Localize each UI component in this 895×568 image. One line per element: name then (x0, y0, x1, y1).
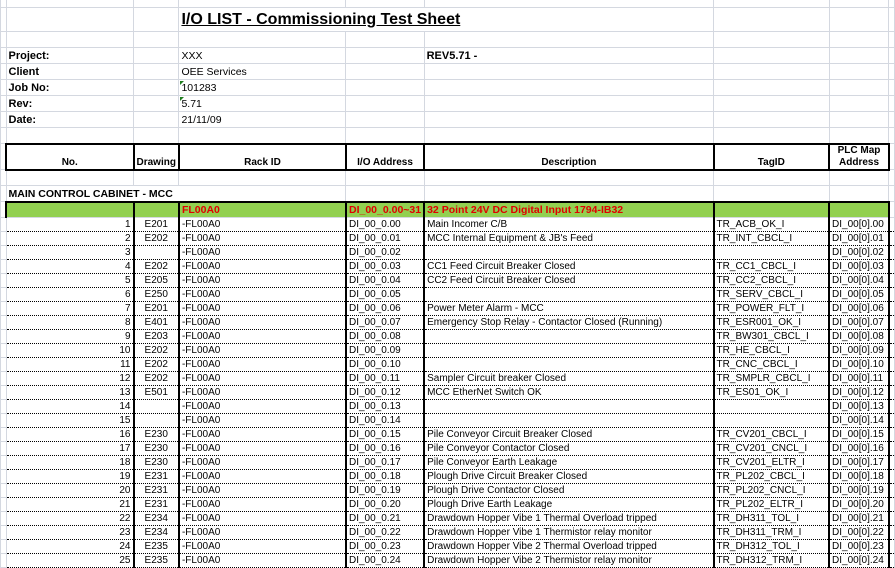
info-row (1, 96, 895, 112)
cell-rack-id[interactable]: -FL00A0 (179, 540, 346, 554)
cell-rack-id[interactable]: -FL00A0 (179, 232, 346, 246)
table-row[interactable] (1, 470, 895, 484)
cell-row-number[interactable]: 19 (6, 470, 134, 484)
cell-io-address[interactable]: DI_00_0.24 (346, 554, 424, 568)
cell-rack-id[interactable]: -FL00A0 (179, 358, 346, 372)
cell-plc-map-address[interactable]: DI_00[0].19 (829, 484, 889, 498)
cell-drawing[interactable]: E231 (134, 484, 179, 498)
cell-tag-id[interactable]: TR_CNC_CBCL_I (714, 358, 830, 372)
cell-io-address[interactable]: DI_00_0.14 (346, 414, 424, 428)
info-value[interactable]: 5.71 (179, 96, 346, 112)
cell-row-number[interactable]: 14 (6, 400, 134, 414)
cell-plc-map-address[interactable]: DI_00[0].18 (829, 470, 889, 484)
cell-row-number[interactable]: 2 (6, 232, 134, 246)
cell-io-address[interactable]: DI_00_0.06 (346, 302, 424, 316)
cell-row-number[interactable]: 18 (6, 456, 134, 470)
cell-row-number[interactable]: 11 (6, 358, 134, 372)
column-header[interactable]: Rack ID (179, 144, 346, 170)
cell-description[interactable]: MCC Internal Equipment & JB's Feed (424, 232, 713, 246)
info-value[interactable]: 21/11/09 (179, 112, 346, 128)
cell-row-number[interactable]: 15 (6, 414, 134, 428)
cell-description[interactable]: Pile Conveyor Contactor Closed (424, 442, 713, 456)
cell-row-number[interactable]: 9 (6, 330, 134, 344)
column-header-row (1, 144, 895, 170)
cell-description[interactable]: Plough Drive Circuit Breaker Closed (424, 470, 713, 484)
cell-drawing[interactable]: E230 (134, 428, 179, 442)
cell-tag-id[interactable]: TR_CC1_CBCL_I (714, 260, 830, 274)
cell-io-address[interactable]: DI_00_0.05 (346, 288, 424, 302)
module-address[interactable]: DI_00_0.00~31 (346, 202, 424, 218)
cell-rack-id[interactable]: -FL00A0 (179, 526, 346, 540)
cell-plc-map-address[interactable]: DI_00[0].04 (829, 274, 889, 288)
cell-plc-map-address[interactable]: DI_00[0].17 (829, 456, 889, 470)
table-row[interactable] (1, 484, 895, 498)
module-rack[interactable]: FL00A0 (179, 202, 346, 218)
info-extra[interactable] (424, 80, 713, 96)
cell-rack-id[interactable]: -FL00A0 (179, 442, 346, 456)
cell-drawing[interactable]: E201 (134, 302, 179, 316)
cell-io-address[interactable]: DI_00_0.12 (346, 386, 424, 400)
cell-plc-map-address[interactable]: DI_00[0].14 (829, 414, 889, 428)
table-row[interactable] (1, 428, 895, 442)
info-value[interactable]: OEE Services (179, 64, 346, 80)
info-label[interactable]: Date: (6, 112, 134, 128)
cell-drawing[interactable]: E202 (134, 358, 179, 372)
cell-row-number[interactable]: 21 (6, 498, 134, 512)
cell-rack-id[interactable]: -FL00A0 (179, 316, 346, 330)
table-row[interactable] (1, 232, 895, 246)
cell-tag-id[interactable]: TR_SMPLR_CBCL_I (714, 372, 830, 386)
table-row[interactable] (1, 456, 895, 470)
table-row[interactable] (1, 372, 895, 386)
cell-drawing[interactable]: E401 (134, 316, 179, 330)
cell-rack-id[interactable]: -FL00A0 (179, 400, 346, 414)
cell-plc-map-address[interactable]: DI_00[0].06 (829, 302, 889, 316)
cell-row-number[interactable]: 17 (6, 442, 134, 456)
table-row[interactable] (1, 512, 895, 526)
cell-drawing[interactable]: E231 (134, 498, 179, 512)
cell-row-number[interactable]: 22 (6, 512, 134, 526)
cell-tag-id[interactable]: TR_POWER_FLT_I (714, 302, 830, 316)
cell-plc-map-address[interactable]: DI_00[0].05 (829, 288, 889, 302)
cell-drawing[interactable]: E202 (134, 232, 179, 246)
cell-tag-id[interactable]: TR_ACB_OK_I (714, 218, 830, 232)
info-row (1, 64, 895, 80)
cell-description[interactable]: Drawdown Hopper Vibe 2 Thermal Overload tripped (424, 540, 713, 554)
cell-plc-map-address[interactable]: DI_00[0].09 (829, 344, 889, 358)
cell-rack-id[interactable]: -FL00A0 (179, 260, 346, 274)
info-extra[interactable] (424, 96, 713, 112)
module-description[interactable]: 32 Point 24V DC Digital Input 1794-IB32 (424, 202, 713, 218)
column-header[interactable]: Description (424, 144, 713, 170)
cell-io-address[interactable]: DI_00_0.23 (346, 540, 424, 554)
cell-description[interactable] (424, 400, 713, 414)
cell-description[interactable]: Plough Drive Earth Leakage (424, 498, 713, 512)
cell-rack-id[interactable]: -FL00A0 (179, 498, 346, 512)
cell-description[interactable]: Drawdown Hopper Vibe 2 Thermistor relay monitor (424, 554, 713, 568)
info-label[interactable]: Job No: (6, 80, 134, 96)
cell-description[interactable]: Emergency Stop Relay - Contactor Closed (Running) (424, 316, 713, 330)
cell-row-number[interactable]: 6 (6, 288, 134, 302)
cell-tag-id[interactable]: TR_DH312_TOL_I (714, 540, 830, 554)
cell-tag-id[interactable] (714, 414, 830, 428)
cell-drawing[interactable]: E203 (134, 330, 179, 344)
cell-rack-id[interactable]: -FL00A0 (179, 512, 346, 526)
sheet-title[interactable]: I/O LIST - Commissioning Test Sheet (179, 8, 714, 32)
cell-rack-id[interactable]: -FL00A0 (179, 288, 346, 302)
cell-description[interactable]: Plough Drive Contactor Closed (424, 484, 713, 498)
table-row[interactable] (1, 260, 895, 274)
cell-drawing[interactable]: E234 (134, 526, 179, 540)
cell-io-address[interactable]: DI_00_0.08 (346, 330, 424, 344)
cell-drawing[interactable]: E230 (134, 442, 179, 456)
cell-description[interactable]: Pile Conveyor Earth Leakage (424, 456, 713, 470)
cell-row-number[interactable]: 1 (6, 218, 134, 232)
cell-tag-id[interactable]: TR_SERV_CBCL_I (714, 288, 830, 302)
cell-tag-id[interactable]: TR_PL202_CNCL_I (714, 484, 830, 498)
info-label[interactable]: Project: (6, 48, 134, 64)
column-header[interactable]: TagID (714, 144, 830, 170)
cell-rack-id[interactable]: -FL00A0 (179, 414, 346, 428)
cell-drawing[interactable]: E235 (134, 554, 179, 568)
cell-rack-id[interactable]: -FL00A0 (179, 386, 346, 400)
cell-drawing[interactable]: E202 (134, 260, 179, 274)
cell-io-address[interactable]: DI_00_0.07 (346, 316, 424, 330)
cell-io-address[interactable]: DI_00_0.10 (346, 358, 424, 372)
cell-description[interactable] (424, 344, 713, 358)
table-row[interactable] (1, 414, 895, 428)
cell-rack-id[interactable]: -FL00A0 (179, 330, 346, 344)
cell-tag-id[interactable]: TR_PL202_CBCL_I (714, 470, 830, 484)
cell-row-number[interactable]: 7 (6, 302, 134, 316)
cell-row-number[interactable]: 3 (6, 246, 134, 260)
cell-row-number[interactable]: 10 (6, 344, 134, 358)
info-label[interactable]: Rev: (6, 96, 134, 112)
cell-drawing[interactable] (134, 414, 179, 428)
cell-io-address[interactable]: DI_00_0.22 (346, 526, 424, 540)
cell-io-address[interactable]: DI_00_0.21 (346, 512, 424, 526)
table-row[interactable] (1, 288, 895, 302)
cell-plc-map-address[interactable]: DI_00[0].00 (829, 218, 889, 232)
cell-plc-map-address[interactable]: DI_00[0].07 (829, 316, 889, 330)
cell-tag-id[interactable]: TR_BW301_CBCL_I (714, 330, 830, 344)
cell-rack-id[interactable]: -FL00A0 (179, 428, 346, 442)
cell-description[interactable]: Drawdown Hopper Vibe 1 Thermistor relay monitor (424, 526, 713, 540)
column-header[interactable]: No. (6, 144, 134, 170)
cell-plc-map-address[interactable]: DI_00[0].11 (829, 372, 889, 386)
module-row (1, 202, 895, 218)
cell-plc-map-address[interactable]: DI_00[0].08 (829, 330, 889, 344)
cell-rack-id[interactable]: -FL00A0 (179, 484, 346, 498)
cell-description[interactable]: CC1 Feed Circuit Breaker Closed (424, 260, 713, 274)
cell-tag-id[interactable]: TR_DH312_TRM_I (714, 554, 830, 568)
cell-rack-id[interactable]: -FL00A0 (179, 456, 346, 470)
cell-drawing[interactable]: E501 (134, 386, 179, 400)
table-row[interactable] (1, 330, 895, 344)
cell-rack-id[interactable]: -FL00A0 (179, 344, 346, 358)
cell-rack-id[interactable]: -FL00A0 (179, 302, 346, 316)
cell-drawing[interactable]: E235 (134, 540, 179, 554)
info-value[interactable]: XXX (179, 48, 346, 64)
cell-io-address[interactable]: DI_00_0.00 (346, 218, 424, 232)
cell-plc-map-address[interactable]: DI_00[0].03 (829, 260, 889, 274)
cell-row-number[interactable]: 20 (6, 484, 134, 498)
cell-tag-id[interactable] (714, 246, 830, 260)
cell-io-address[interactable]: DI_00_0.15 (346, 428, 424, 442)
cell-description[interactable]: CC2 Feed Circuit Breaker Closed (424, 274, 713, 288)
info-row (1, 48, 895, 64)
cell-description[interactable] (424, 414, 713, 428)
cell-description[interactable] (424, 288, 713, 302)
cell-io-address[interactable]: DI_00_0.11 (346, 372, 424, 386)
cell-description[interactable] (424, 358, 713, 372)
info-label[interactable]: Client (6, 64, 134, 80)
cell-tag-id[interactable] (714, 400, 830, 414)
info-value[interactable]: 101283 (179, 80, 346, 96)
cell-drawing[interactable] (134, 400, 179, 414)
cell-row-number[interactable]: 24 (6, 540, 134, 554)
info-extra[interactable]: REV5.71 - (424, 48, 713, 64)
cell-tag-id[interactable]: TR_HE_CBCL_I (714, 344, 830, 358)
cell-description[interactable]: Main Incomer C/B (424, 218, 713, 232)
table-row[interactable] (1, 274, 895, 288)
table-row[interactable] (1, 218, 895, 232)
cell-row-number[interactable]: 12 (6, 372, 134, 386)
cell-tag-id[interactable]: TR_CV201_CBCL_I (714, 428, 830, 442)
cell-rack-id[interactable]: -FL00A0 (179, 470, 346, 484)
cell-io-address[interactable]: DI_00_0.20 (346, 498, 424, 512)
table-row[interactable] (1, 400, 895, 414)
table-row[interactable] (1, 540, 895, 554)
cell-drawing[interactable] (134, 246, 179, 260)
table-row[interactable] (1, 344, 895, 358)
cell-io-address[interactable]: DI_00_0.13 (346, 400, 424, 414)
info-row (1, 112, 895, 128)
cell-io-address[interactable]: DI_00_0.01 (346, 232, 424, 246)
table-row[interactable] (1, 246, 895, 260)
cell-rack-id[interactable]: -FL00A0 (179, 274, 346, 288)
cell-description[interactable]: Pile Conveyor Circuit Breaker Closed (424, 428, 713, 442)
cell-tag-id[interactable]: TR_INT_CBCL_I (714, 232, 830, 246)
cell-io-address[interactable]: DI_00_0.19 (346, 484, 424, 498)
cell-plc-map-address[interactable]: DI_00[0].20 (829, 498, 889, 512)
info-extra[interactable] (424, 112, 713, 128)
cell-description[interactable] (424, 330, 713, 344)
cell-row-number[interactable]: 4 (6, 260, 134, 274)
cell-plc-map-address[interactable]: DI_00[0].12 (829, 386, 889, 400)
cell-rack-id[interactable]: -FL00A0 (179, 372, 346, 386)
cell-io-address[interactable]: DI_00_0.09 (346, 344, 424, 358)
cell-row-number[interactable]: 25 (6, 554, 134, 568)
cell-description[interactable]: Drawdown Hopper Vibe 1 Thermal Overload tripped (424, 512, 713, 526)
cell-tag-id[interactable]: TR_CV201_ELTR_I (714, 456, 830, 470)
cell-io-address[interactable]: DI_00_0.02 (346, 246, 424, 260)
table-row[interactable] (1, 302, 895, 316)
cell-plc-map-address[interactable]: DI_00[0].21 (829, 512, 889, 526)
cell-drawing[interactable]: E250 (134, 288, 179, 302)
cell-io-address[interactable]: DI_00_0.16 (346, 442, 424, 456)
cell-plc-map-address[interactable]: DI_00[0].10 (829, 358, 889, 372)
table-row[interactable] (1, 554, 895, 568)
cell-drawing[interactable]: E202 (134, 372, 179, 386)
cell-plc-map-address[interactable]: DI_00[0].16 (829, 442, 889, 456)
cell-plc-map-address[interactable]: DI_00[0].24 (829, 554, 889, 568)
cell-plc-map-address[interactable]: DI_00[0].15 (829, 428, 889, 442)
cell-row-number[interactable]: 23 (6, 526, 134, 540)
cell-plc-map-address[interactable]: DI_00[0].13 (829, 400, 889, 414)
cell-plc-map-address[interactable]: DI_00[0].23 (829, 540, 889, 554)
cell-description[interactable]: MCC EtherNet Switch OK (424, 386, 713, 400)
cell-tag-id[interactable]: TR_PL202_ELTR_I (714, 498, 830, 512)
section-title[interactable]: MAIN CONTROL CABINET - MCC (6, 186, 346, 202)
cell-drawing[interactable]: E231 (134, 470, 179, 484)
table-row[interactable] (1, 526, 895, 540)
cell-plc-map-address[interactable]: DI_00[0].02 (829, 246, 889, 260)
cell-rack-id[interactable]: -FL00A0 (179, 218, 346, 232)
table-row[interactable] (1, 498, 895, 512)
table-row[interactable] (1, 386, 895, 400)
cell-plc-map-address[interactable]: DI_00[0].22 (829, 526, 889, 540)
cell-tag-id[interactable]: TR_ESR001_OK_I (714, 316, 830, 330)
cell-row-number[interactable]: 16 (6, 428, 134, 442)
cell-description[interactable]: Sampler Circuit breaker Closed (424, 372, 713, 386)
cell-rack-id[interactable]: -FL00A0 (179, 246, 346, 260)
cell-tag-id[interactable]: TR_CC2_CBCL_I (714, 274, 830, 288)
info-row (1, 80, 895, 96)
column-header[interactable]: I/O Address (346, 144, 424, 170)
cell-drawing[interactable]: E201 (134, 218, 179, 232)
cell-io-address[interactable]: DI_00_0.04 (346, 274, 424, 288)
cell-tag-id[interactable]: TR_ES01_OK_I (714, 386, 830, 400)
cell-io-address[interactable]: DI_00_0.17 (346, 456, 424, 470)
cell-tag-id[interactable]: TR_DH311_TRM_I (714, 526, 830, 540)
cell-description[interactable]: Power Meter Alarm - MCC (424, 302, 713, 316)
cell-io-address[interactable]: DI_00_0.18 (346, 470, 424, 484)
cell-io-address[interactable]: DI_00_0.03 (346, 260, 424, 274)
cell-row-number[interactable]: 13 (6, 386, 134, 400)
cell-plc-map-address[interactable]: DI_00[0].01 (829, 232, 889, 246)
cell-tag-id[interactable]: TR_DH311_TOL_I (714, 512, 830, 526)
column-header[interactable]: PLC Map Address (829, 144, 889, 170)
cell-tag-id[interactable]: TR_CV201_CNCL_I (714, 442, 830, 456)
cell-drawing[interactable]: E202 (134, 344, 179, 358)
info-extra[interactable] (424, 64, 713, 80)
cell-description[interactable] (424, 246, 713, 260)
cell-drawing[interactable]: E234 (134, 512, 179, 526)
cell-drawing[interactable]: E230 (134, 456, 179, 470)
table-row[interactable] (1, 358, 895, 372)
cell-row-number[interactable]: 5 (6, 274, 134, 288)
table-row[interactable] (1, 316, 895, 330)
cell-rack-id[interactable]: -FL00A0 (179, 554, 346, 568)
column-header[interactable]: Drawing (134, 144, 179, 170)
table-row[interactable] (1, 442, 895, 456)
cell-drawing[interactable]: E205 (134, 274, 179, 288)
cell-row-number[interactable]: 8 (6, 316, 134, 330)
